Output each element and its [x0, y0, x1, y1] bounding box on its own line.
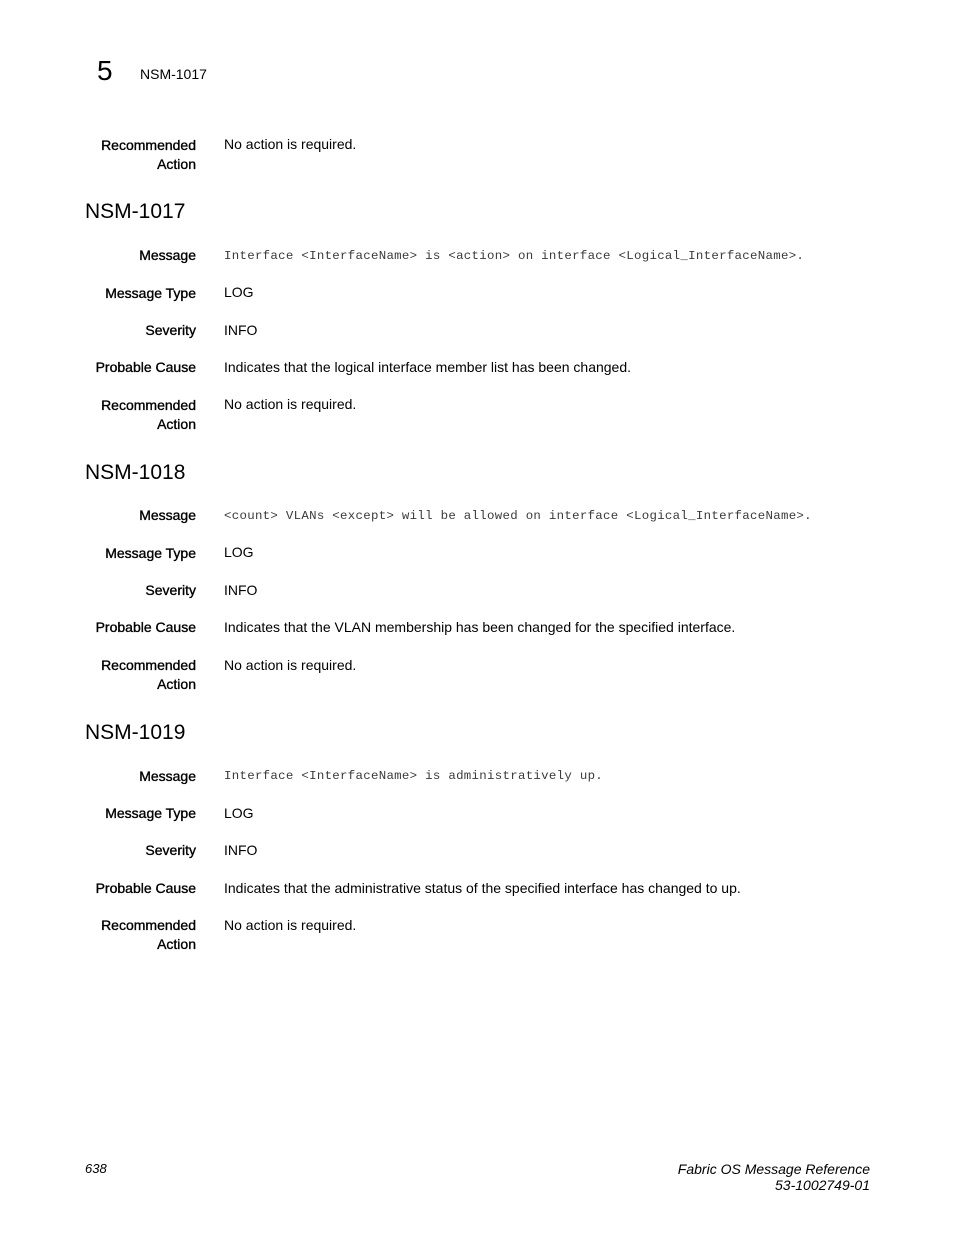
doc-title: Fabric OS Message Reference [677, 1161, 870, 1177]
severity-value: INFO [224, 322, 258, 338]
entry-heading: NSM-1019 [85, 721, 186, 744]
message-type-value: LOG [224, 544, 254, 560]
message-type-value: LOG [224, 805, 254, 821]
recommended-action-value: No action is required. [224, 917, 357, 933]
probable-cause-value: Indicates that the logical interface member list has been changed. [224, 359, 632, 375]
chapter-title: NSM-1017 [140, 66, 207, 82]
recommended-action-value: No action is required. [224, 136, 357, 152]
message-label: Message [139, 507, 196, 523]
recommended-action-label: Recommended Action [101, 397, 196, 432]
chapter-number: 5 [97, 55, 113, 86]
recommended-action-label: Recommended Action [101, 137, 196, 172]
probable-cause-label: Probable Cause [95, 880, 196, 896]
recommended-action-label: Recommended Action [101, 657, 196, 692]
recommended-action-label: Recommended Action [101, 917, 196, 952]
message-label: Message [139, 768, 196, 784]
message-text: <count> VLANs <except> will be allowed on interface <Logical_InterfaceName>. [224, 509, 812, 523]
message-text: Interface <InterfaceName> is <action> on interface <Logical_InterfaceName>. [224, 249, 805, 263]
message-type-label: Message Type [105, 545, 196, 561]
message-label: Message [139, 247, 196, 263]
probable-cause-label: Probable Cause [95, 619, 196, 635]
probable-cause-label: Probable Cause [95, 359, 196, 375]
recommended-action-value: No action is required. [224, 396, 357, 412]
entry-heading: NSM-1018 [85, 461, 186, 484]
footer-doc-info [678, 1161, 870, 1193]
probable-cause-value: Indicates that the VLAN membership has been changed for the specified interface. [224, 619, 736, 635]
page-number: 638 [85, 1161, 107, 1176]
message-text: Interface <InterfaceName> is administratively up. [224, 769, 604, 783]
message-type-value: LOG [224, 284, 254, 300]
severity-label: Severity [145, 582, 196, 598]
message-type-label: Message Type [105, 285, 196, 301]
probable-cause-value: Indicates that the administrative status of the specified interface has changed to up. [224, 880, 741, 896]
entry-heading: NSM-1017 [85, 200, 186, 223]
recommended-action-value: No action is required. [224, 657, 357, 673]
severity-label: Severity [145, 842, 196, 858]
message-type-label: Message Type [105, 805, 196, 821]
doc-number: 53-1002749-01 [775, 1177, 870, 1193]
severity-value: INFO [224, 842, 258, 858]
severity-label: Severity [145, 322, 196, 338]
severity-value: INFO [224, 582, 258, 598]
